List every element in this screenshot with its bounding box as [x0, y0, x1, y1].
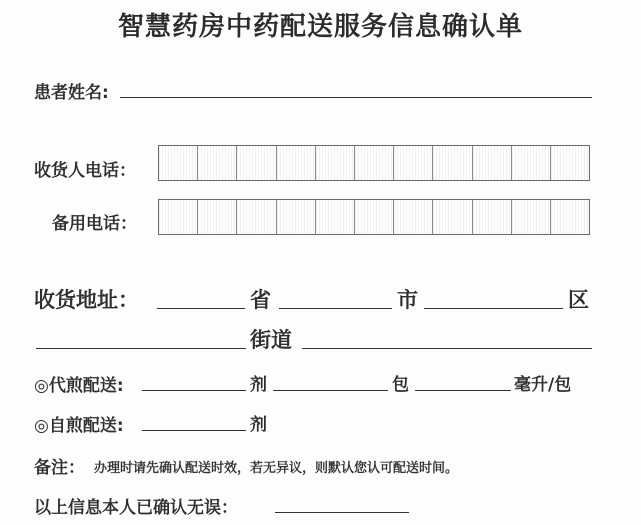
- receiver-phone-digit-boxes[interactable]: [158, 145, 590, 181]
- phone-digit-box[interactable]: [316, 200, 355, 234]
- phone-digit-box[interactable]: [433, 146, 472, 180]
- decoct-pack-field[interactable]: [273, 390, 388, 391]
- phone-digit-box[interactable]: [198, 200, 237, 234]
- district-unit: 区: [568, 288, 589, 312]
- self-decoct-label: ◎自煎配送:: [34, 416, 124, 436]
- phone-digit-box[interactable]: [512, 200, 551, 234]
- phone-digit-box[interactable]: [159, 146, 198, 180]
- phone-digit-box[interactable]: [355, 146, 394, 180]
- decoct-delivery-label: ◎代煎配送:: [34, 376, 124, 396]
- phone-digit-box[interactable]: [237, 146, 276, 180]
- address-prefix-field[interactable]: [36, 348, 246, 349]
- receiver-phone-label: 收货人电话：: [34, 161, 136, 181]
- province-field[interactable]: [157, 308, 245, 309]
- city-field[interactable]: [279, 308, 392, 309]
- decoct-ml-unit: 毫升/包: [514, 375, 572, 395]
- address-label: 收货地址：: [34, 288, 139, 312]
- city-unit: 市: [397, 288, 418, 312]
- phone-digit-box[interactable]: [316, 146, 355, 180]
- self-decoct-dose-unit: 剂: [250, 415, 267, 435]
- note-text: 办理时请先确认配送时效，若无异议，则默认您认可配送时间。: [94, 461, 459, 476]
- province-unit: 省: [250, 288, 271, 312]
- phone-digit-box[interactable]: [551, 200, 589, 234]
- patient-name-field[interactable]: [120, 97, 592, 98]
- self-decoct-dose-field[interactable]: [142, 430, 246, 431]
- decoct-dose-unit: 剂: [250, 375, 267, 395]
- phone-digit-box[interactable]: [394, 146, 433, 180]
- phone-digit-box[interactable]: [473, 200, 512, 234]
- phone-digit-box[interactable]: [159, 200, 198, 234]
- phone-digit-box[interactable]: [277, 200, 316, 234]
- phone-digit-box[interactable]: [473, 146, 512, 180]
- confirm-label: 以上信息本人已确认无误：: [34, 498, 238, 518]
- backup-phone-digit-boxes[interactable]: [158, 199, 590, 235]
- phone-digit-box[interactable]: [512, 146, 551, 180]
- phone-digit-box[interactable]: [277, 146, 316, 180]
- decoct-pack-unit: 包: [392, 375, 409, 395]
- street-field[interactable]: [302, 348, 592, 349]
- street-unit: 街道: [250, 328, 292, 352]
- phone-digit-box[interactable]: [198, 146, 237, 180]
- backup-phone-label: 备用电话：: [52, 214, 137, 234]
- phone-digit-box[interactable]: [551, 146, 589, 180]
- signature-field[interactable]: [275, 512, 409, 513]
- patient-name-label: 患者姓名:: [34, 83, 109, 103]
- decoct-dose-field[interactable]: [142, 390, 246, 391]
- form-title: 智慧药房中药配送服务信息确认单: [117, 12, 523, 42]
- decoct-ml-field[interactable]: [415, 390, 511, 391]
- phone-digit-box[interactable]: [433, 200, 472, 234]
- district-field[interactable]: [424, 308, 563, 309]
- phone-digit-box[interactable]: [355, 200, 394, 234]
- phone-digit-box[interactable]: [237, 200, 276, 234]
- phone-digit-box[interactable]: [394, 200, 433, 234]
- note-label: 备注：: [34, 458, 85, 478]
